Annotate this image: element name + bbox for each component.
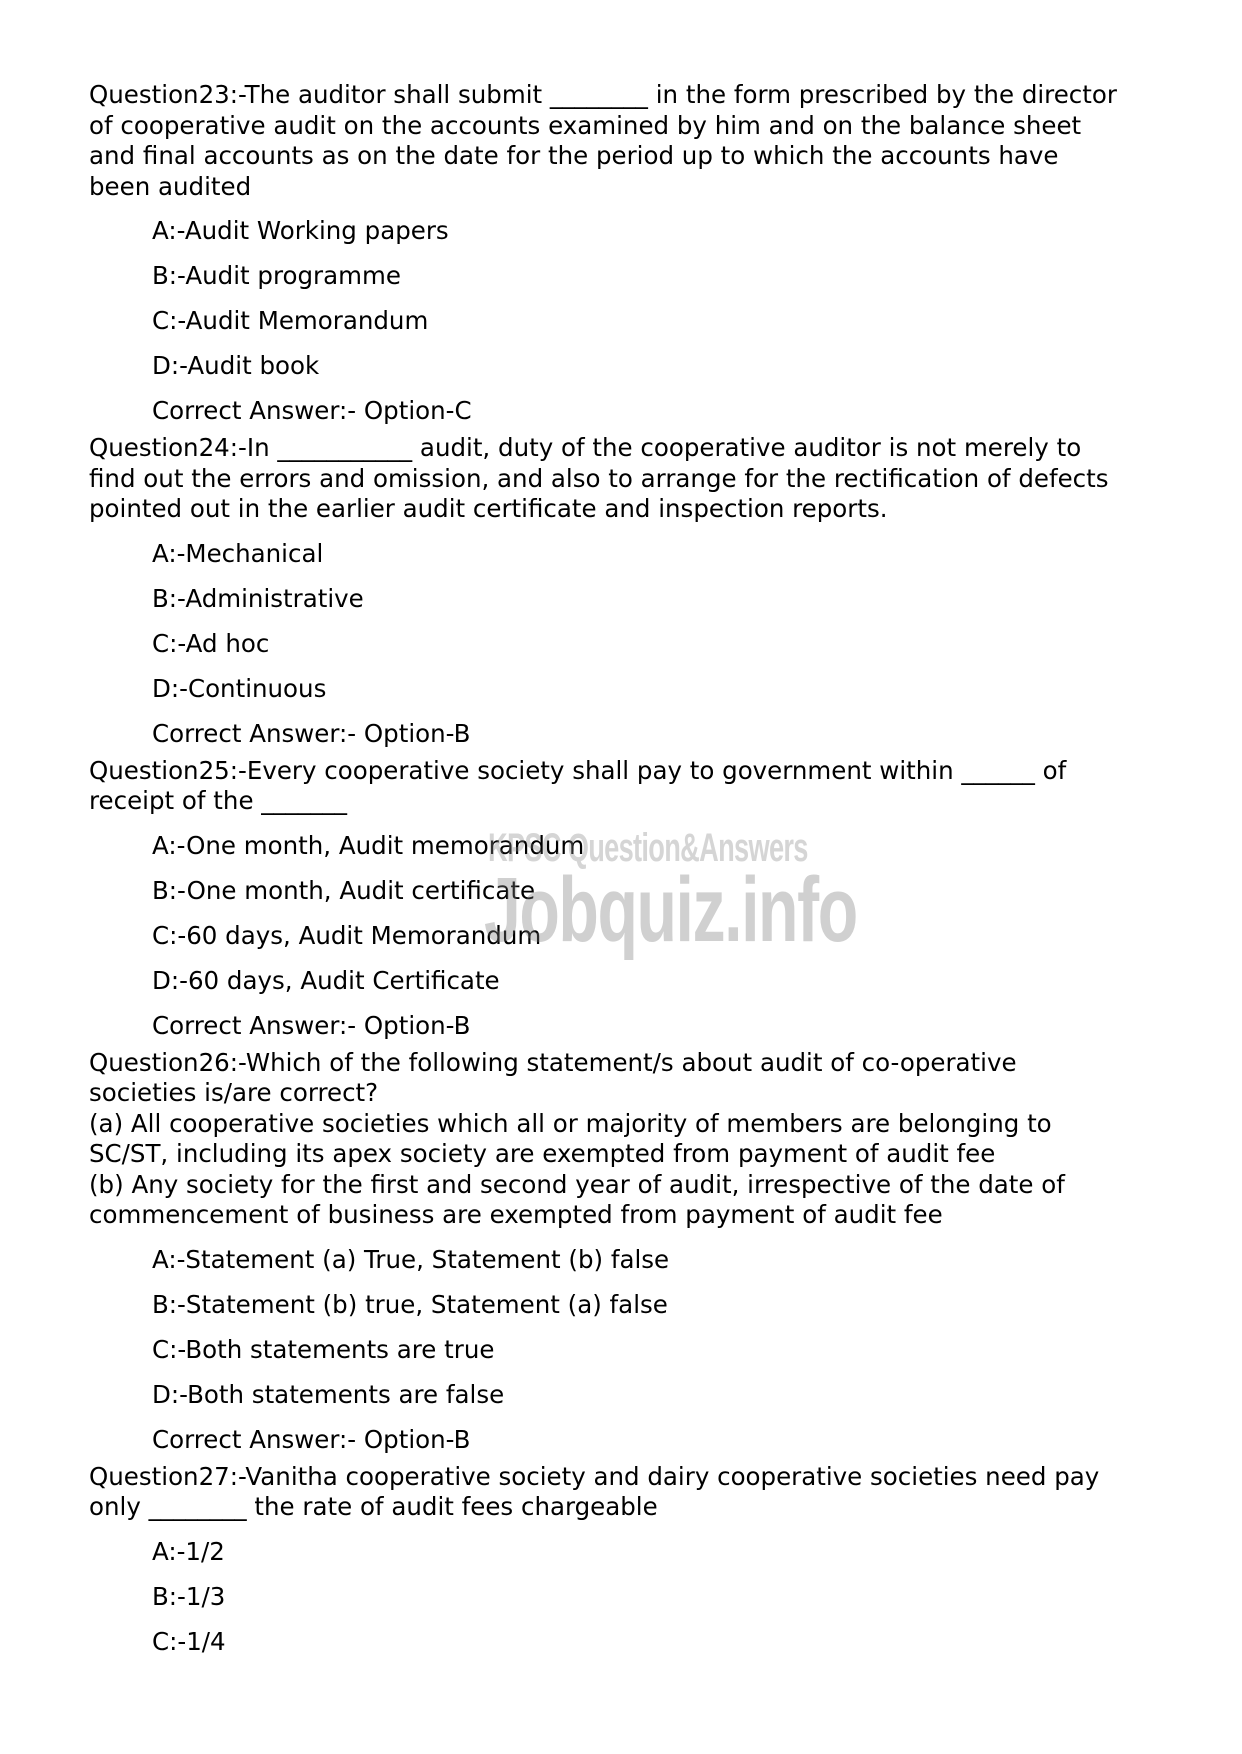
correct-answer: Correct Answer:- Option-B <box>152 1424 471 1454</box>
question-text-line: pointed out in the earlier audit certificate and inspection reports. <box>89 494 888 523</box>
question-26 <box>89 1048 1169 1462</box>
question-text <box>89 80 1169 202</box>
option-b: B:-Audit programme <box>152 261 401 290</box>
question-text <box>89 433 1169 525</box>
option-a: A:-1/2 <box>152 1536 225 1566</box>
question-text-line: of cooperative audit on the accounts examined by him and on the balance sheet <box>89 110 1082 140</box>
question-text-line: Question27:-Vanitha cooperative society and dairy cooperative societies need pay <box>89 1461 1100 1491</box>
option-a: A:-Audit Working papers <box>152 216 449 245</box>
correct-answer: Correct Answer:- Option-C <box>152 396 472 425</box>
statement-b: (b) Any society for the first and second year of audit, irrespective of the date of <box>89 1169 1065 1199</box>
question-text-line: been audited <box>89 171 252 201</box>
options-list <box>89 531 1169 756</box>
option-a: A:-Mechanical <box>152 538 324 568</box>
option-d: D:-Both statements are false <box>152 1379 505 1409</box>
option-d: D:-60 days, Audit Certificate <box>152 965 500 995</box>
question-25 <box>89 756 1169 1048</box>
options-list <box>89 1237 1169 1462</box>
option-b: B:-Administrative <box>152 583 364 613</box>
question-text <box>89 756 1169 817</box>
watermark-line-2: Jobquiz.info <box>484 859 857 961</box>
question-text-line: and final accounts as on the date for the period up to which the accounts have <box>89 141 1059 170</box>
option-a: A:-Statement (a) True, Statement (b) false <box>152 1244 670 1274</box>
question-text-line: find out the errors and omission, and also to arrange for the rectification of defects <box>89 463 1109 493</box>
question-text <box>89 1048 1169 1231</box>
option-c: C:-Audit Memorandum <box>152 306 429 335</box>
option-d: D:-Continuous <box>152 673 327 703</box>
question-text-line: receipt of the _______ <box>89 786 348 815</box>
question-text-line: only ________ the rate of audit fees chargeable <box>89 1492 658 1521</box>
question-24 <box>89 433 1169 756</box>
question-text-line: Question25:-Every cooperative society shall pay to government within ______ of <box>89 755 1067 785</box>
statement-a: (a) All cooperative societies which all or majority of members are belonging to <box>89 1108 1052 1138</box>
options-list <box>89 208 1169 433</box>
question-text-line: Question23:-The auditor shall submit ________ in the form prescribed by the director <box>89 80 1117 109</box>
options-list <box>89 1529 1169 1664</box>
option-c: C:-Ad hoc <box>152 628 270 658</box>
option-c: C:-60 days, Audit Memorandum <box>152 920 542 950</box>
question-text-line: Question26:-Which of the following statement/s about audit of co-operative <box>89 1047 1017 1077</box>
watermark-line-1: KPSC Question&Answers <box>488 826 808 870</box>
option-b: B:-1/3 <box>152 1581 226 1611</box>
correct-answer: Correct Answer:- Option-B <box>152 1010 471 1040</box>
option-b: B:-Statement (b) true, Statement (a) false <box>152 1289 668 1319</box>
statement-a-cont: SC/ST, including its apex society are exempted from payment of audit fee <box>89 1139 996 1168</box>
question-23 <box>89 80 1169 433</box>
question-27 <box>89 1462 1169 1664</box>
option-a: A:-One month, Audit memorandum <box>152 830 585 860</box>
question-page <box>89 80 1169 1664</box>
option-b: B:-One month, Audit certificate <box>152 875 536 905</box>
option-d: D:-Audit book <box>152 351 320 380</box>
option-c: C:-Both statements are true <box>152 1334 495 1364</box>
question-text-line: Question24:-In ___________ audit, duty of the cooperative auditor is not merely to <box>89 433 1082 462</box>
option-c: C:-1/4 <box>152 1626 226 1656</box>
question-text-line: societies is/are correct? <box>89 1078 379 1107</box>
correct-answer: Correct Answer:- Option-B <box>152 718 471 748</box>
statement-b-cont: commencement of business are exempted from payment of audit fee <box>89 1200 943 1229</box>
question-text <box>89 1462 1169 1523</box>
options-list <box>89 823 1169 1048</box>
